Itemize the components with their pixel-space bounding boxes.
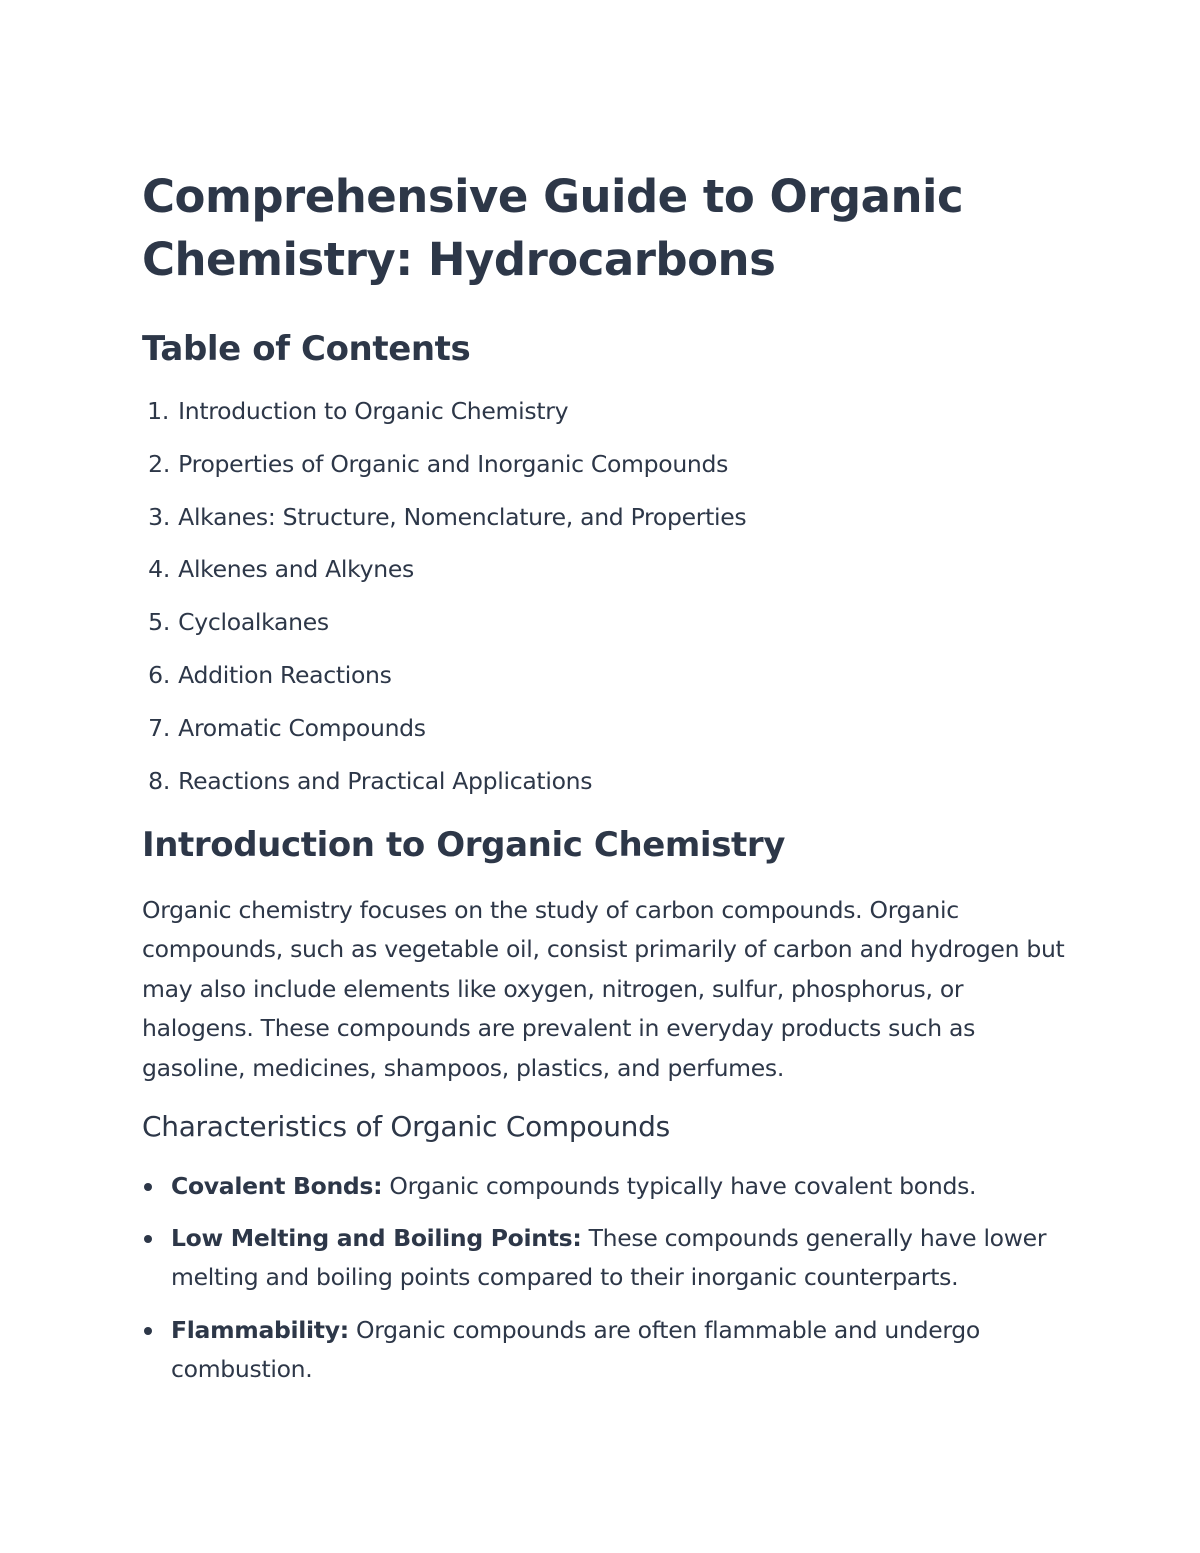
table-of-contents — [142, 397, 1072, 795]
toc-heading: Table of Contents — [142, 329, 471, 369]
list-item-term: Covalent Bonds: — [171, 1171, 383, 1200]
toc-item-number: 6. — [148, 660, 170, 689]
intro-paragraph: Organic chemistry focuses on the study of carbon compounds. Organic compounds, such as vegetable oil, consist primarily of carbon and hydrogen but may also include elements like oxygen, nitrogen, sulfur, phosphorus, or halogens. These compounds are prevalent in everyday products such as gasoline, medicines, shampoos, plastics, and perfumes. — [142, 895, 1065, 1082]
bullet-icon — [144, 1183, 152, 1191]
toc-item — [142, 503, 1072, 531]
toc-item — [142, 767, 1072, 795]
toc-item-number: 3. — [148, 502, 170, 531]
toc-item — [142, 714, 1072, 742]
bullet-icon — [144, 1327, 152, 1335]
toc-item-label: Reactions and Practical Applications — [178, 766, 593, 795]
list-item-text: These compounds generally have lower melting and boiling points compared to their inorganic counterparts. — [171, 1223, 1047, 1292]
document-page — [142, 165, 1072, 1402]
toc-item-number: 7. — [148, 713, 170, 742]
toc-item-label: Addition Reactions — [178, 660, 392, 689]
toc-item — [142, 397, 1072, 425]
toc-item-number: 2. — [148, 449, 170, 478]
toc-item-number: 1. — [147, 397, 169, 425]
list-item-term: Low Melting and Boiling Points: — [171, 1223, 582, 1252]
bullet-icon — [144, 1235, 152, 1243]
toc-item-number: 8. — [148, 766, 170, 795]
toc-item-label: Alkenes and Alkynes — [178, 555, 414, 584]
characteristics-heading: Characteristics of Organic Compounds — [142, 1109, 670, 1143]
document-title — [142, 165, 1072, 291]
characteristics-list — [142, 1167, 1072, 1390]
toc-item — [142, 608, 1072, 636]
list-item — [142, 1311, 1072, 1390]
toc-item-label: Introduction to Organic Chemistry — [178, 397, 569, 425]
list-item-text: Organic compounds are often flammable and undergo combustion. — [171, 1315, 980, 1384]
toc-item — [142, 450, 1072, 478]
intro-heading: Introduction to Organic Chemistry — [142, 824, 786, 865]
toc-item — [142, 555, 1072, 583]
toc-item — [142, 661, 1072, 689]
toc-item-label: Aromatic Compounds — [178, 713, 426, 742]
list-item — [142, 1167, 1072, 1207]
toc-item-label: Properties of Organic and Inorganic Compounds — [178, 449, 729, 478]
list-item-term: Flammability: — [171, 1315, 349, 1344]
toc-item-label: Alkanes: Structure, Nomenclature, and Properties — [178, 502, 747, 531]
toc-item-number: 5. — [148, 608, 170, 637]
list-item — [142, 1219, 1072, 1298]
list-item-text: Organic compounds typically have covalent bonds. — [382, 1171, 977, 1200]
toc-item-number: 4. — [148, 555, 170, 584]
document-title-line-2: Chemistry: Hydrocarbons — [142, 233, 776, 286]
document-title-line-1: Comprehensive Guide to Organic — [142, 170, 964, 223]
toc-item-label: Cycloalkanes — [178, 608, 329, 637]
